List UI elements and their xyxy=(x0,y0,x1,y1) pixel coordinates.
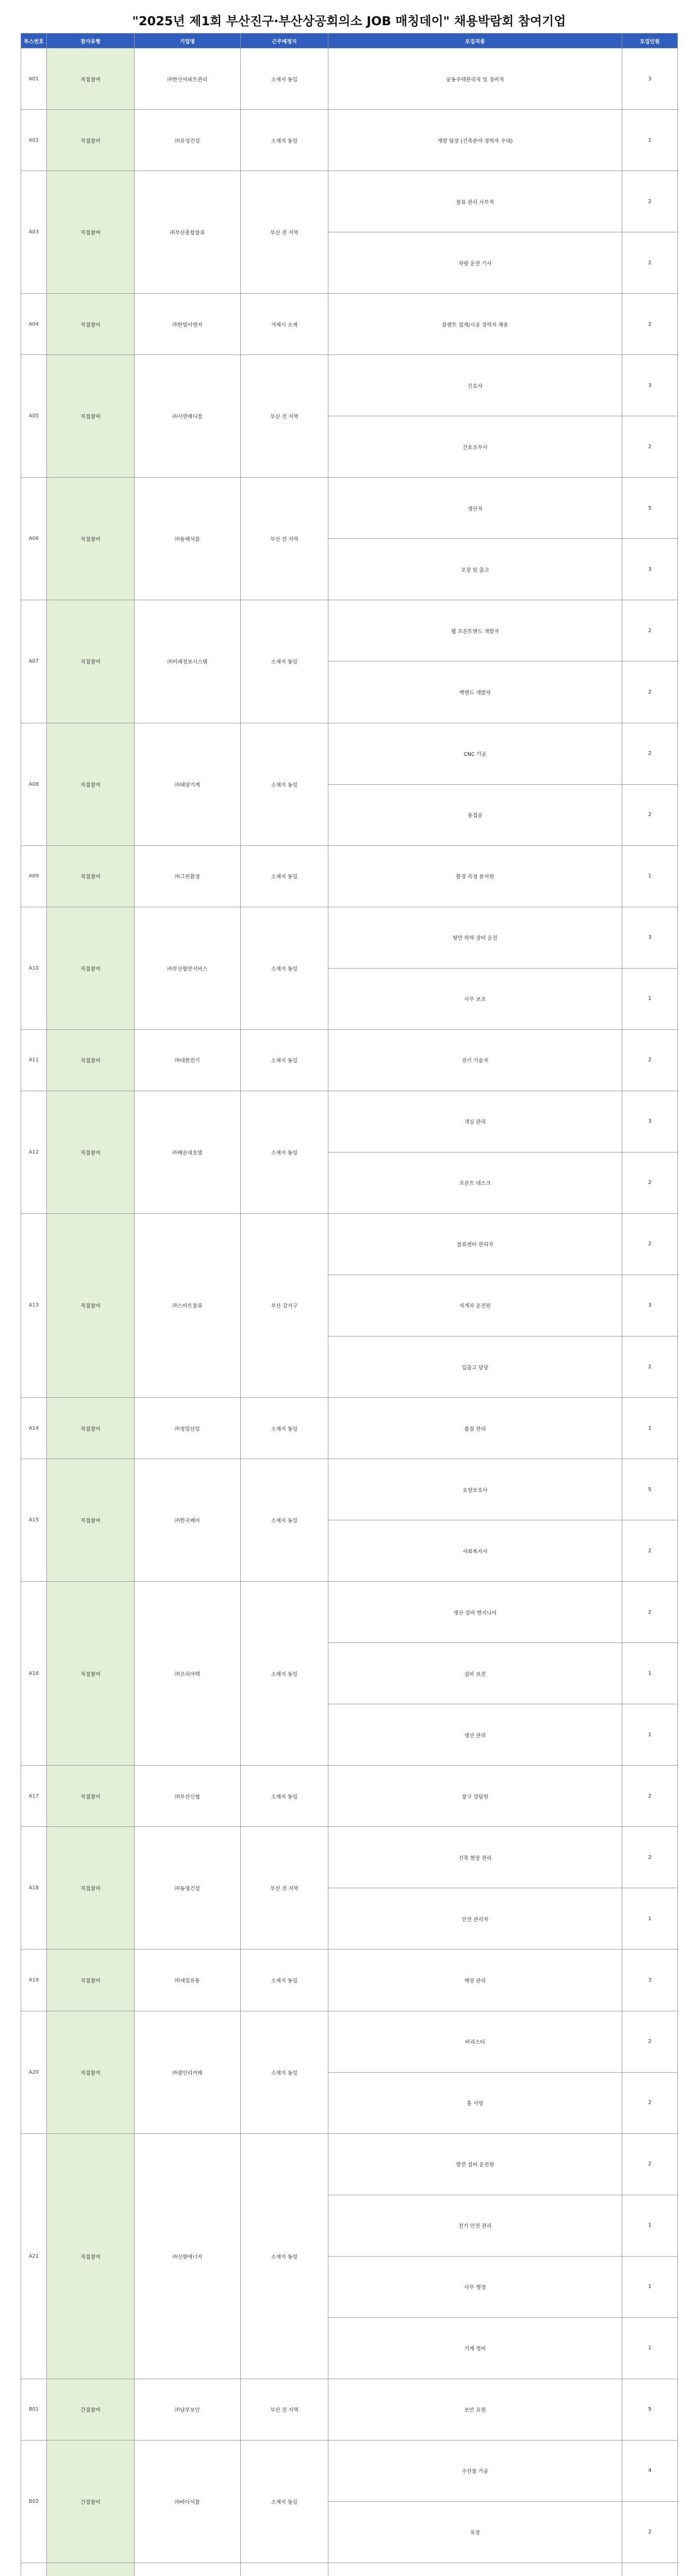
booth-number-cell: A14 xyxy=(21,1398,47,1459)
table-row xyxy=(21,1950,678,2011)
table-row xyxy=(21,294,678,355)
participation-type-cell: 직접참여 xyxy=(47,1091,135,1213)
work-location-cell: 소재지 동일 xyxy=(241,48,328,110)
recruit-count-cell: 3 xyxy=(622,1950,678,2011)
job-type-cell: 홀 서빙 xyxy=(328,2072,622,2133)
company-name-cell: ㈜정밀산업 xyxy=(135,1398,241,1459)
company-name-cell: ㈜태양기계 xyxy=(135,723,241,845)
recruit-count-cell: 3 xyxy=(622,907,678,968)
booth-number-cell: B02 xyxy=(21,2440,47,2563)
recruit-count-cell: 5 xyxy=(622,1459,678,1520)
job-type-cell: 사무 행정 xyxy=(328,2256,622,2317)
table-row xyxy=(21,600,678,662)
recruit-count-cell: 2 xyxy=(622,1152,678,1213)
company-name-cell: ㈜한신아파트관리 xyxy=(135,48,241,110)
table-row xyxy=(21,1766,678,1827)
participation-type-cell: 직접참여 xyxy=(47,1459,135,1582)
recruit-count-cell: 1 xyxy=(622,1398,678,1459)
participation-type-cell: 직접참여 xyxy=(47,1766,135,1827)
booth-number-cell: A16 xyxy=(21,1582,47,1766)
job-type-cell: 간호조무사 xyxy=(328,416,622,478)
booth-number-cell: A21 xyxy=(21,2133,47,2379)
recruit-count-cell: 1 xyxy=(622,1888,678,1950)
header-company-name: 기업명 xyxy=(135,33,241,48)
table-row xyxy=(21,723,678,784)
job-type-cell: 발전 설비 운전원 xyxy=(328,2133,622,2195)
header-recruit-count: 모집인원 xyxy=(622,33,678,48)
job-type-cell: 개발 팀장 (건축분야 경력자 우대) xyxy=(328,110,622,171)
company-name-cell: ㈜광안리카페 xyxy=(135,2011,241,2133)
company-name-cell: ㈜한빛이엔지 xyxy=(135,294,241,355)
company-name-cell: ㈜동해식품 xyxy=(135,478,241,600)
work-location-cell: 소재지 동일 xyxy=(241,600,328,723)
table-row xyxy=(21,1213,678,1275)
job-type-cell: 보안 요원 xyxy=(328,2379,622,2440)
booth-number-cell: A15 xyxy=(21,1459,47,1582)
company-name-cell: ㈜바다식품 xyxy=(135,2440,241,2563)
participation-type-cell: 직접참여 xyxy=(47,110,135,171)
job-type-cell: 포장 xyxy=(328,2501,622,2563)
table-row xyxy=(21,2133,678,2195)
participation-type-cell: 직접참여 xyxy=(47,1827,135,1950)
header-booth-number: 부스번호 xyxy=(21,33,47,48)
table-row xyxy=(21,1029,678,1091)
booth-number-cell: A06 xyxy=(21,478,47,600)
work-location-cell: 소재지 동일 xyxy=(241,1398,328,1459)
job-type-cell: 간호사 xyxy=(328,355,622,416)
job-type-cell: 수산물 가공 xyxy=(328,2440,622,2501)
work-location-cell: 소재지 동일 xyxy=(241,723,328,845)
recruit-count-cell: 2 xyxy=(622,662,678,723)
job-type-cell: 플랜트 설계/시공 경력자 채용 xyxy=(328,294,622,355)
participation-type-cell: 직접참여 xyxy=(47,907,135,1029)
job-type-cell: 생산 설비 엔지니어 xyxy=(328,1582,622,1643)
job-type-cell: 요양보호사 xyxy=(328,1459,622,1520)
job-type-cell: 물류 관리 사무직 xyxy=(328,171,622,232)
job-type-cell: 생산직 xyxy=(328,478,622,539)
job-type-cell: 객실 관리 xyxy=(328,1091,622,1152)
recruit-count-cell: 2 xyxy=(622,1766,678,1827)
participation-type-cell: 직접참여 xyxy=(47,2011,135,2133)
recruit-count-cell: 3 xyxy=(622,1275,678,1336)
document-title: "2025년 제1회 부산진구·부산상공회의소 JOB 매칭데이" 채용박람회 참여기업 xyxy=(132,14,566,28)
company-name-cell: ㈜부산신협 xyxy=(135,1766,241,1827)
table-row xyxy=(21,478,678,539)
job-type-cell: 사무 보조 xyxy=(328,968,622,1029)
table-row xyxy=(21,1459,678,1520)
job-type-cell: 기계 정비 xyxy=(328,2317,622,2379)
participation-type-cell: 직접참여 xyxy=(47,1398,135,1459)
participation-type-cell: 직접참여 xyxy=(47,1029,135,1091)
booth-number-cell xyxy=(21,2563,47,2576)
company-name-cell: ㈜남부보안 xyxy=(135,2379,241,2440)
table-row xyxy=(21,355,678,416)
company-name-cell: ㈜동명건설 xyxy=(135,1827,241,1950)
table-row xyxy=(21,1091,678,1152)
booth-number-cell: A13 xyxy=(21,1213,47,1397)
company-name-cell: ㈜스마트물류 xyxy=(135,1213,241,1397)
recruit-count-cell: 2 xyxy=(622,2011,678,2072)
company-name-cell: ㈜서면메디컬 xyxy=(135,355,241,478)
job-type-cell: 건축 현장 관리 xyxy=(328,1827,622,1888)
recruit-count-cell: 1 xyxy=(622,2317,678,2379)
table-header-row xyxy=(21,33,678,48)
recruit-count-cell xyxy=(622,2563,678,2576)
participation-type-cell: 직접참여 xyxy=(47,723,135,845)
booth-number-cell: A11 xyxy=(21,1029,47,1091)
company-name-cell: ㈜한국케어 xyxy=(135,1459,241,1582)
booth-number-cell: A02 xyxy=(21,110,47,171)
booth-number-cell: A05 xyxy=(21,355,47,478)
header-participation-type: 참가유형 xyxy=(47,33,135,48)
work-location-cell: 부산 전 지역 xyxy=(241,1827,328,1950)
recruit-count-cell: 2 xyxy=(622,416,678,478)
recruit-count-cell: 4 xyxy=(622,2440,678,2501)
booth-number-cell: A07 xyxy=(21,600,47,723)
booth-number-cell: A09 xyxy=(21,845,47,907)
recruit-count-cell: 3 xyxy=(622,539,678,600)
table-body xyxy=(21,48,678,2576)
company-name-cell xyxy=(135,2563,241,2576)
booth-number-cell: A18 xyxy=(21,1827,47,1950)
job-type-cell: 품질 관리 xyxy=(328,1398,622,1459)
work-location-cell: 소재지 동일 xyxy=(241,1091,328,1213)
participation-type-cell: 직접참여 xyxy=(47,2133,135,2379)
work-location-cell: 소재지 동일 xyxy=(241,110,328,171)
participation-type-cell: 직접참여 xyxy=(47,171,135,294)
table-row xyxy=(21,1398,678,1459)
recruit-count-cell: 3 xyxy=(622,48,678,110)
job-type-cell: 차량 운전 기사 xyxy=(328,232,622,294)
recruit-count-cell: 1 xyxy=(622,1643,678,1704)
company-name-cell: ㈜부산항만서비스 xyxy=(135,907,241,1029)
work-location-cell: 부산 전 지역 xyxy=(241,2379,328,2440)
recruit-count-cell: 2 xyxy=(622,2133,678,2195)
participation-type-cell xyxy=(47,2563,135,2576)
recruit-count-cell: 2 xyxy=(622,1213,678,1275)
job-type-cell: 설비 보전 xyxy=(328,1643,622,1704)
recruit-count-cell: 2 xyxy=(622,1029,678,1091)
work-location-cell: 거제시 소재 xyxy=(241,294,328,355)
job-type-cell xyxy=(328,2563,622,2576)
table-row xyxy=(21,2379,678,2440)
booth-number-cell: A17 xyxy=(21,1766,47,1827)
booth-number-cell: A19 xyxy=(21,1950,47,2011)
recruit-count-cell: 1 xyxy=(622,968,678,1029)
participation-type-cell: 간접참여 xyxy=(47,2440,135,2563)
job-type-cell: 매장 관리 xyxy=(328,1950,622,2011)
recruit-count-cell: 1 xyxy=(622,2256,678,2317)
job-type-cell: CNC 가공 xyxy=(328,723,622,784)
work-location-cell: 부산 전 지역 xyxy=(241,478,328,600)
participation-type-cell: 직접참여 xyxy=(47,845,135,907)
recruit-count-cell: 5 xyxy=(622,2379,678,2440)
table-row xyxy=(21,845,678,907)
participation-type-cell: 직접참여 xyxy=(47,600,135,723)
company-name-cell: ㈜유성건설 xyxy=(135,110,241,171)
job-type-cell: 백엔드 개발자 xyxy=(328,662,622,723)
job-type-cell: 입출고 담당 xyxy=(328,1336,622,1397)
work-location-cell: 부산 강서구 xyxy=(241,1213,328,1397)
job-type-cell: 사회복지사 xyxy=(328,1520,622,1582)
work-location-cell: 소재지 동일 xyxy=(241,2440,328,2563)
booth-number-cell: A10 xyxy=(21,907,47,1029)
participation-type-cell: 직접참여 xyxy=(47,294,135,355)
table-row xyxy=(21,110,678,171)
recruit-count-cell: 2 xyxy=(622,784,678,845)
company-name-cell: ㈜대한전기 xyxy=(135,1029,241,1091)
company-name-cell: ㈜해운대호텔 xyxy=(135,1091,241,1213)
job-type-cell: 물류센터 관리자 xyxy=(328,1213,622,1275)
booth-number-cell: B01 xyxy=(21,2379,47,2440)
job-type-cell: 웹 프론트엔드 개발자 xyxy=(328,600,622,662)
work-location-cell: 소재지 동일 xyxy=(241,1950,328,2011)
work-location-cell: 소재지 동일 xyxy=(241,2133,328,2379)
work-location-cell: 소재지 동일 xyxy=(241,845,328,907)
recruit-count-cell: 1 xyxy=(622,2195,678,2256)
recruit-count-cell: 2 xyxy=(622,723,678,784)
work-location-cell: 소재지 동일 xyxy=(241,2011,328,2133)
work-location-cell: 소재지 동일 xyxy=(241,1582,328,1766)
work-location-cell: 부산 전 지역 xyxy=(241,355,328,478)
job-type-cell: 포장 및 출고 xyxy=(328,539,622,600)
job-type-cell: 전기 안전 관리 xyxy=(328,2195,622,2256)
company-name-cell: ㈜코리아텍 xyxy=(135,1582,241,1766)
recruit-count-cell: 2 xyxy=(622,1582,678,1643)
recruit-count-cell: 2 xyxy=(622,294,678,355)
job-type-cell: 바리스타 xyxy=(328,2011,622,2072)
table-row xyxy=(21,171,678,232)
recruit-count-cell: 5 xyxy=(622,478,678,539)
booth-number-cell: A08 xyxy=(21,723,47,845)
company-name-cell: ㈜세일유통 xyxy=(135,1950,241,2011)
booth-number-cell: A03 xyxy=(21,171,47,294)
work-location-cell: 소재지 동일 xyxy=(241,907,328,1029)
table-row xyxy=(21,48,678,110)
recruit-count-cell: 2 xyxy=(622,171,678,232)
company-table xyxy=(21,33,678,2576)
work-location-cell: 부산 전 지역 xyxy=(241,171,328,294)
job-type-cell: 안전 관리자 xyxy=(328,1888,622,1950)
recruit-count-cell: 3 xyxy=(622,355,678,416)
company-name-cell: ㈜그린환경 xyxy=(135,845,241,907)
work-location-cell: 소재지 동일 xyxy=(241,1029,328,1091)
booth-number-cell: A12 xyxy=(21,1091,47,1213)
recruit-count-cell: 1 xyxy=(622,845,678,907)
recruit-count-cell: 2 xyxy=(622,2501,678,2563)
participation-type-cell: 직접참여 xyxy=(47,48,135,110)
job-type-cell: 항만 하역 장비 운전 xyxy=(328,907,622,968)
recruit-count-cell: 3 xyxy=(622,1091,678,1152)
job-type-cell: 용접공 xyxy=(328,784,622,845)
participation-type-cell: 직접참여 xyxy=(47,1213,135,1397)
booth-number-cell: A20 xyxy=(21,2011,47,2133)
table-row xyxy=(21,1827,678,1888)
table-row xyxy=(21,2011,678,2072)
recruit-count-cell: 2 xyxy=(622,232,678,294)
table-row xyxy=(21,907,678,968)
recruit-count-cell: 2 xyxy=(622,1520,678,1582)
participation-type-cell: 간접참여 xyxy=(47,2379,135,2440)
participation-type-cell: 직접참여 xyxy=(47,478,135,600)
job-type-cell: 프론트 데스크 xyxy=(328,1152,622,1213)
participation-type-cell: 직접참여 xyxy=(47,1950,135,2011)
work-location-cell: 소재지 동일 xyxy=(241,1459,328,1582)
table-row xyxy=(21,2440,678,2501)
booth-number-cell: A04 xyxy=(21,294,47,355)
work-location-cell: 소재지 동일 xyxy=(241,1766,328,1827)
recruit-count-cell: 1 xyxy=(622,110,678,171)
job-type-cell: 전기 기술자 xyxy=(328,1029,622,1091)
booth-number-cell: A01 xyxy=(21,48,47,110)
recruit-count-cell: 2 xyxy=(622,1336,678,1397)
participation-type-cell: 직접참여 xyxy=(47,355,135,478)
recruit-count-cell: 2 xyxy=(622,2072,678,2133)
company-name-cell: ㈜부산종합물류 xyxy=(135,171,241,294)
job-type-cell: 창구 상담원 xyxy=(328,1766,622,1827)
table-row xyxy=(21,1582,678,1643)
table-row xyxy=(21,2563,678,2576)
recruit-count-cell: 2 xyxy=(622,600,678,662)
header-work-location: 근무예정지 xyxy=(241,33,328,48)
work-location-cell xyxy=(241,2563,328,2576)
participation-type-cell: 직접참여 xyxy=(47,1582,135,1766)
company-name-cell: ㈜신항에너지 xyxy=(135,2133,241,2379)
job-type-cell: 환경 측정 분석원 xyxy=(328,845,622,907)
job-type-cell: 공동주택관리직 및 경비직 xyxy=(328,48,622,110)
job-type-cell: 지게차 운전원 xyxy=(328,1275,622,1336)
header-job-type: 모집직종 xyxy=(328,33,622,48)
recruit-count-cell: 1 xyxy=(622,1704,678,1766)
recruit-count-cell: 2 xyxy=(622,1827,678,1888)
company-name-cell: ㈜미래정보시스템 xyxy=(135,600,241,723)
job-type-cell: 생산 관리 xyxy=(328,1704,622,1766)
